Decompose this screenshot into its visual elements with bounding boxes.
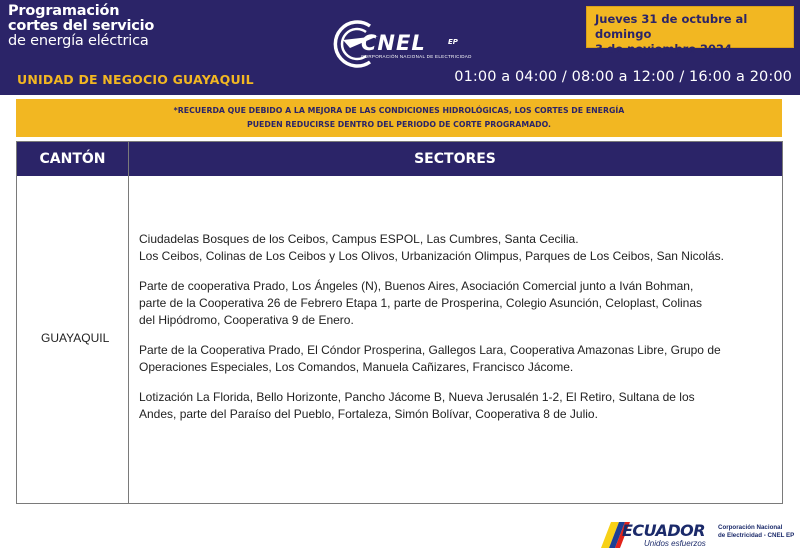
business-unit-label: UNIDAD DE NEGOCIO GUAYAQUIL (17, 72, 254, 87)
column-header-sectores: SECTORES (414, 151, 496, 167)
cnel-logo (328, 14, 478, 74)
footer-logo (597, 520, 797, 552)
canton-cell: GUAYAQUIL (41, 331, 110, 345)
footer-corporation (718, 524, 798, 540)
table-header (17, 142, 782, 176)
sector-paragraph (139, 389, 772, 423)
title-line-3: de energía eléctrica (8, 33, 149, 49)
footer-corp-line-2: de Electricidad - CNEL EP (718, 532, 795, 539)
sector-paragraph (139, 342, 772, 376)
sector-line: Operaciones Especiales, Los Comandos, Manuela Cañizares, Francisco Jácome. (139, 360, 574, 374)
sector-line: Los Ceibos, Colinas de Los Ceibos y Los Olivos, Urbanización Olimpus, Parques de Los Ceibos, San Nicolás. (139, 249, 724, 263)
sector-line: Parte de la Cooperativa Prado, El Cóndor Prosperina, Gallegos Lara, Cooperativa Amazonas Libre, Grupo de (139, 343, 721, 357)
title-line-2: cortes del servicio (8, 18, 155, 34)
sector-line: parte de la Cooperativa 26 de Febrero Etapa 1, parte de Prosperina, Colegio Asunción, Celoplast, Colinas (139, 296, 703, 310)
column-header-canton: CANTÓN (39, 151, 106, 167)
date-range-box (586, 6, 794, 56)
logo-wordmark: CNEL (361, 31, 426, 55)
sector-line: Andes, parte del Paraíso del Pueblo, Fortaleza, Simón Bolívar, Cooperativa 8 de Julio. (139, 407, 598, 421)
header-banner (0, 0, 800, 95)
date-line-1: Jueves 31 de octubre al domingo (595, 12, 748, 41)
notice-banner (16, 99, 782, 137)
logo-suffix: EP (448, 38, 458, 46)
logo-subtitle: CORPORACIÓN NACIONAL DE ELECTRICIDAD (361, 54, 472, 59)
sector-line: Ciudadelas Bosques de los Ceibos, Campus ESPOL, Las Cumbres, Santa Cecilia. (139, 232, 579, 246)
page-title (8, 4, 208, 49)
sector-line: del Hipódromo, Cooperativa 9 de Enero. (139, 313, 354, 327)
sectors-table (16, 141, 783, 504)
sector-line: Lotización La Florida, Bello Horizonte, Pancho Jácome B, Nueva Jerusalén 1-2, El Retiro, Sultana de los (139, 390, 695, 404)
sectors-cell (139, 231, 772, 436)
footer-corp-line-1: Corporación Nacional (718, 524, 783, 531)
date-line-2: 3 de noviembre 2024 (595, 42, 733, 56)
notice-line-1: *RECUERDA QUE DEBIDO A LA MEJORA DE LAS CONDICIONES HIDROLÓGICAS, LOS CORTES DE ENERGÍA (173, 106, 625, 115)
sector-paragraph (139, 231, 772, 265)
outage-schedule: 01:00 a 04:00 / 08:00 a 12:00 / 16:00 a 20:00 (454, 69, 792, 85)
sector-line: Parte de cooperativa Prado, Los Ángeles (N), Buenos Aires, Asociación Comercial junto a Iván Bohman, (139, 279, 694, 293)
column-divider (128, 142, 129, 503)
footer-slogan: Unidos esfuerzos (644, 539, 706, 548)
notice-line-2: PUEDEN REDUCIRSE DENTRO DEL PERIODO DE CORTE PROGRAMADO. (246, 120, 552, 129)
footer-brand: ECUADOR (622, 521, 706, 540)
title-line-1: Programación (8, 3, 120, 19)
sector-paragraph (139, 278, 772, 329)
